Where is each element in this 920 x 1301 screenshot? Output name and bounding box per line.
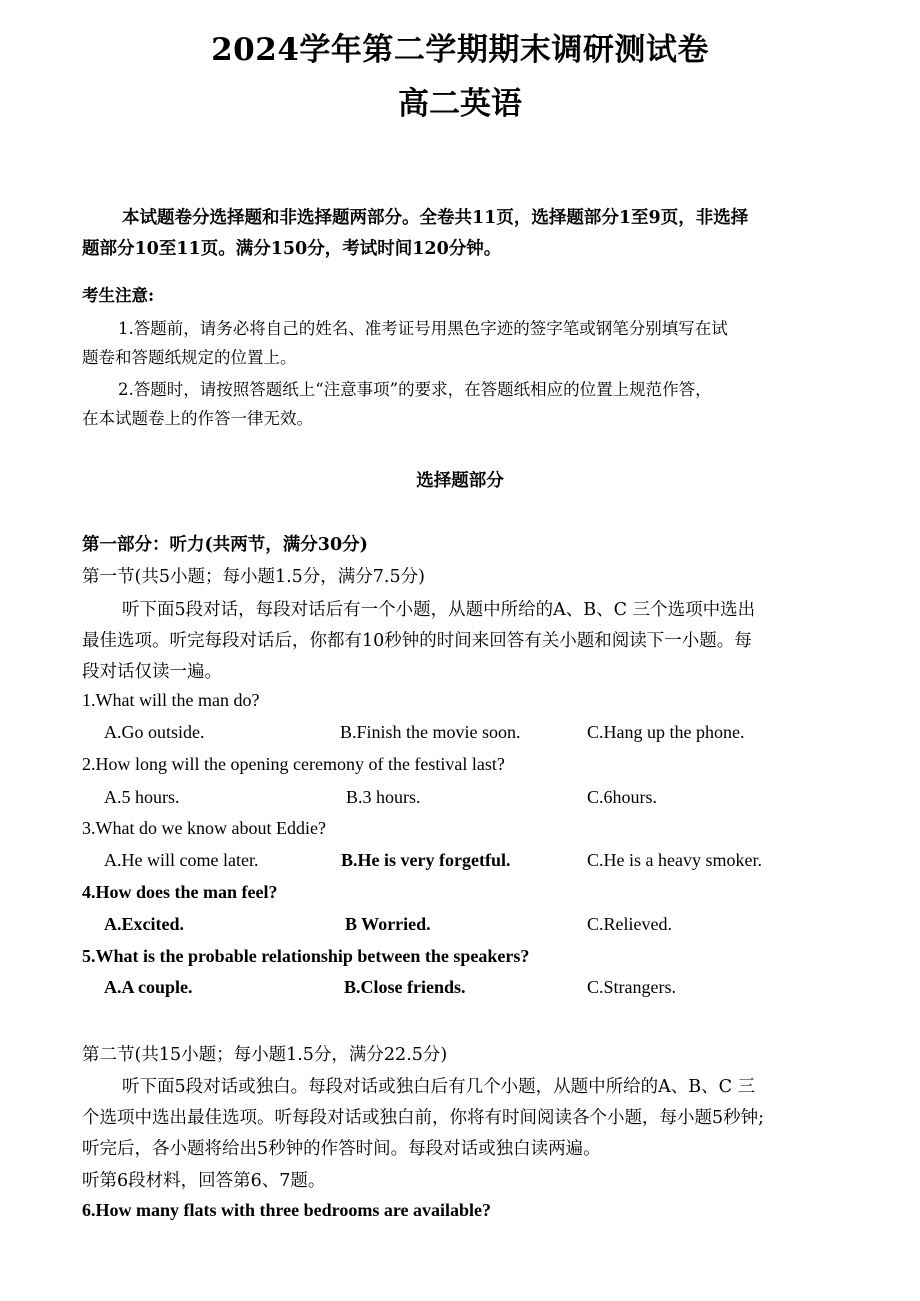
q5-option-c: C.Strangers. [587,977,676,997]
q4-option-b: B Worried. [345,914,431,934]
exam-subject: 高二英语 [398,86,522,122]
sec1-instr-3: 段对话仅读一遍。 [82,662,222,682]
sec1-heading: 第一节(共5小题；每小题1.5分，满分7.5分) [82,567,425,587]
notice-heading: 考生注意: [82,286,155,305]
q1-option-c: C.Hang up the phone. [587,722,745,742]
q3-option-c: C.He is a heavy smoker. [587,850,762,870]
question-1: 1.What will the man do? [82,690,260,710]
section-heading: 选择题部分 [416,471,504,491]
part1-heading: 第一部分：听力(共两节，满分30分) [82,535,368,555]
notice-item-2-line-1: 2.答题时，请按照答题纸上“注意事项”的要求，在答题纸相应的位置上规范作答， [118,380,712,399]
question-2: 2.How long will the opening ceremony of the festival last? [82,754,505,774]
q5-option-a: A.A couple. [104,977,193,997]
sec2-heading: 第二节(共15小题；每小题1.5分，满分22.5分) [82,1045,448,1065]
material-6-note: 听第6段材料，回答第6、7题。 [82,1171,326,1191]
q1-option-b: B.Finish the movie soon. [340,722,521,742]
sec1-instr-1: 听下面5段对话，每段对话后有一个小题，从题中所给的A、B、C 三个选项中选出 [122,600,756,620]
question-3: 3.What do we know about Eddie? [82,818,326,838]
q1-option-a: A.Go outside. [104,722,205,742]
question-4: 4.How does the man feel? [82,882,278,902]
q4-option-c: C.Relieved. [587,914,672,934]
q2-option-c: C.6hours. [587,787,658,807]
q5-option-b: B.Close friends. [344,977,466,997]
notice-item-2-line-2: 在本试题卷上的作答一律无效。 [82,409,313,428]
question-5: 5.What is the probable relationship between the speakers? [82,946,530,966]
sec2-instr-1: 听下面5段对话或独白。每段对话或独白后有几个小题，从题中所给的A、B、C 三 [122,1077,756,1097]
sec2-instr-2: 个选项中选出最佳选项。听每段对话或独白前，你将有时间阅读各个小题，每小题5秒钟; [82,1108,765,1128]
q3-option-b: B.He is very forgetful. [341,850,511,870]
notice-item-1-line-2: 题卷和答题纸规定的位置上。 [82,348,297,367]
intro-line-2: 题部分10至11页。满分150分，考试时间120分钟。 [82,239,502,259]
q2-option-a: A.5 hours. [104,787,180,807]
exam-title: 2024学年第二学期期末调研测试卷 [211,32,709,68]
q4-option-a: A.Excited. [104,914,184,934]
intro-line-1: 本试题卷分选择题和非选择题两部分。全卷共11页，选择题部分1至9页，非选择 [122,208,749,228]
sec1-instr-2: 最佳选项。听完每段对话后，你都有10秒钟的时间来回答有关小题和阅读下一小题。每 [82,631,752,651]
notice-item-1-line-1: 1.答题前，请务必将自己的姓名、准考证号用黑色字迹的签字笔或钢笔分别填写在试 [118,319,728,338]
q2-option-b: B.3 hours. [346,787,421,807]
q3-option-a: A.He will come later. [104,850,259,870]
sec2-instr-3: 听完后，各小题将给出5秒钟的作答时间。每段对话或独白读两遍。 [82,1139,601,1159]
question-6: 6.How many flats with three bedrooms are available? [82,1200,491,1220]
